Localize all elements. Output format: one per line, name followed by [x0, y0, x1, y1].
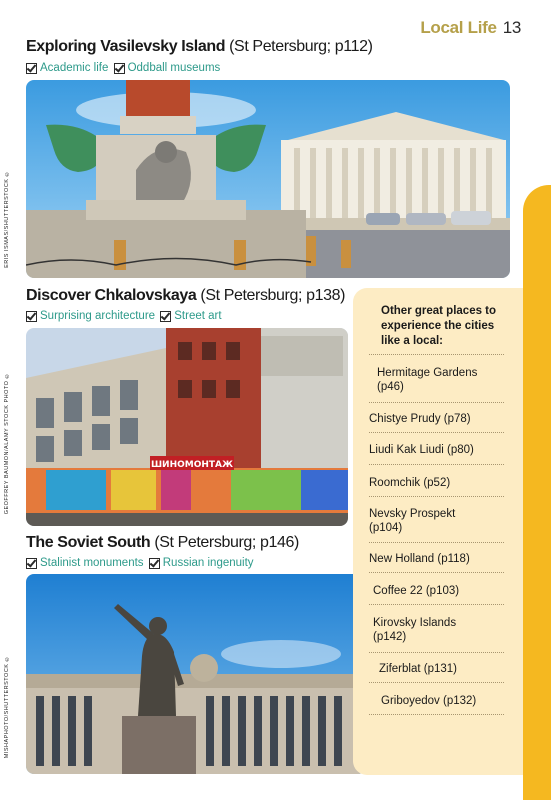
checkbox-icon [26, 311, 37, 322]
divider [369, 652, 504, 653]
section-title-soviet-south [26, 534, 299, 552]
place-item: Coffee 22 (p103) [373, 585, 460, 597]
tag-label: Surprising architecture [40, 310, 156, 322]
tag-label: Street art [174, 310, 222, 322]
divider [369, 354, 504, 355]
place-item: Ziferblat (p131) [379, 663, 457, 675]
divider [369, 542, 504, 543]
photo-credit: MISHAPHOTO/SHUTTERSTOCK © [4, 655, 10, 759]
section-title-text: Exploring Vasilevsky Island [26, 38, 226, 55]
tag-label: Academic life [40, 62, 109, 74]
tag-label: Russian ingenuity [162, 557, 254, 569]
photo-lenin-statue-icon [26, 574, 366, 774]
checkbox-icon [149, 558, 160, 569]
section-title-text: The Soviet South [26, 534, 151, 551]
section-tags [26, 310, 224, 325]
section-page-ref: (St Petersburg; p146) [154, 534, 299, 551]
divider [369, 496, 504, 497]
tag [26, 62, 108, 74]
photo-vasilevsky [26, 80, 510, 278]
divider [369, 682, 504, 683]
photo-credit: ERIS ISMAS/SHUTTERSTOCK © [4, 170, 10, 268]
divider [369, 572, 504, 573]
divider [369, 464, 504, 465]
divider [369, 432, 504, 433]
section-title-chkalovskaya [26, 287, 345, 305]
checkbox-icon [114, 63, 125, 74]
page-number: 13 [502, 18, 521, 37]
tag [26, 557, 144, 569]
photo-credit: GEOFFREY BAUMON/ALAMY STOCK PHOTO © [4, 372, 10, 515]
tag [114, 62, 221, 74]
divider [369, 402, 504, 403]
tag-label: Stalinist monuments [40, 557, 144, 569]
tag-label: Oddball museums [127, 62, 221, 74]
section-tags [26, 557, 256, 572]
place-item: Hermitage Gardens (p46) [377, 367, 478, 393]
tag [26, 310, 155, 322]
edge-color-band [523, 185, 551, 800]
checkbox-icon [26, 63, 37, 74]
place-item: New Holland (p118) [369, 553, 470, 565]
divider [369, 714, 504, 715]
section-page-ref: (St Petersburg; p112) [229, 38, 373, 55]
place-item: Nevsky Prospekt (p104) [369, 508, 456, 534]
section-tags [26, 62, 222, 77]
photo-chkalovskaya [26, 328, 348, 526]
divider [369, 604, 504, 605]
checkbox-icon [160, 311, 171, 322]
section-title-text: Discover Chkalovskaya [26, 287, 197, 304]
section-title-vasilevsky [26, 38, 373, 56]
sidebar-title: Other great places to experience the cities like a local: [381, 305, 497, 347]
place-item: Chistye Prudy (p78) [369, 413, 471, 425]
place-item: Kirovsky Islands (p142) [373, 617, 457, 643]
checkbox-icon [26, 558, 37, 569]
place-item: Griboyedov (p132) [381, 695, 477, 707]
place-item: Roomchik (p52) [369, 477, 451, 489]
local-places-sidebar [353, 288, 523, 775]
running-head-section: Local Life [420, 18, 497, 37]
photo-rostral-column-icon [26, 80, 510, 278]
tag [160, 310, 221, 322]
running-head [420, 18, 521, 38]
photo-soviet-south [26, 574, 366, 774]
tag [149, 557, 254, 569]
tire-shop-sign: ШИНОМОНТАЖ [150, 460, 234, 470]
photo-graffiti-building-icon [26, 328, 348, 526]
section-page-ref: (St Petersburg; p138) [200, 287, 345, 304]
place-item: Liudi Kak Liudi (p80) [369, 444, 474, 456]
